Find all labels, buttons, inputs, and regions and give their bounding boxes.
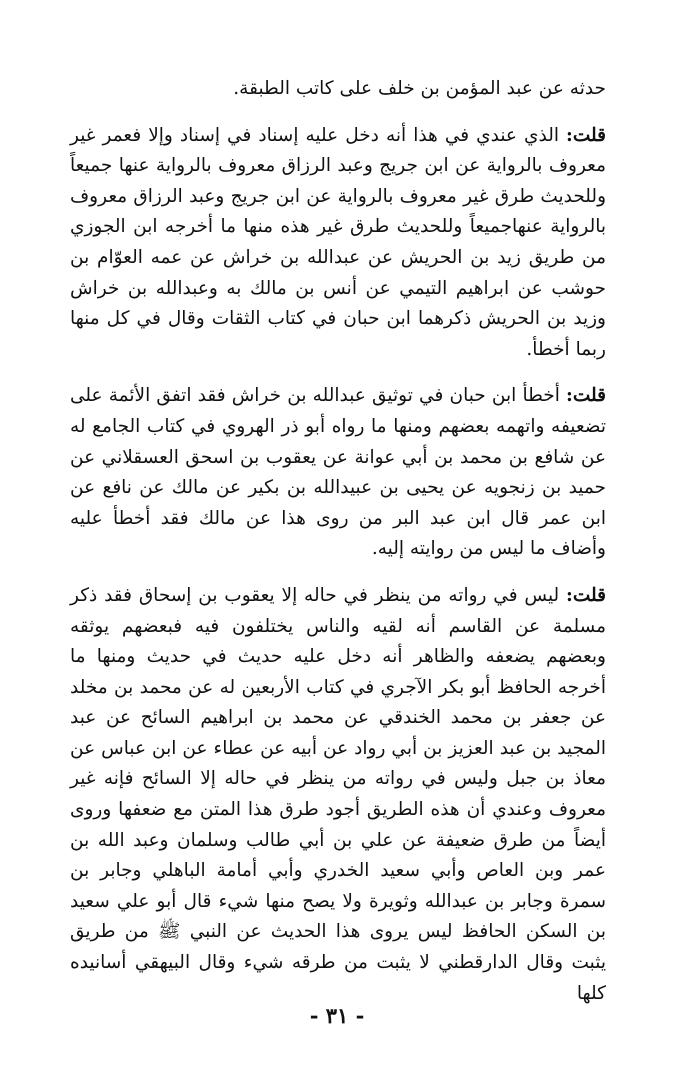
- paragraph-1-text: حدثه عن عبد المؤمن بن خلف على كاتب الطبقة.: [233, 78, 606, 99]
- paragraph-4-label: قلت:: [566, 584, 606, 606]
- paragraph-4-text: ليس في رواته من ينظر في حاله إلا يعقوب بن إسحاق فقد ذكر مسلمة عن القاسم أنه لقيه والناس يختلفون فيه فبعضهم يوثقه وبعضهم يضعفه والظاهر أنه دخل عليه حديث في حديث ومنها ما أخرجه الحافظ أبو بكر الآجري في كتاب الأربعين له عن محمد بن مخلد عن جعفر بن محمد الخندقي عن محمد بن ابراهيم السائح عن عبد المجيد بن عبد العزيز بن أبي رواد عن أبيه عن عطاء عن ابن عباس عن معاذ بن جبل وليس في رواته من ينظر في حاله إلا السائح فإنه غير معروف وعندي أن هذه الطريق أجود طرق هذا المتن مع ضعفها وروى أيضاً من طرق ضعيفة عن علي بن أبي طالب وسلمان وعبد الله بن عمر وبن العاص وأبي سعيد الخدري وأبي أمامة الباهلي وجابر بن سمرة وجابر بن عبدالله وثويرة ولا يصح منها شيء قال أبو علي سعيد بن السكن الحافظ ليس يروى هذا الحديث عن النبي ﷺ من طريق يثبت وقال الدارقطني لا يثبت من طرقه شيء وقال البيهقي أسانيده كلها: [70, 584, 606, 1004]
- page-number: - ٣١ -: [309, 1003, 365, 1028]
- paragraph-3-text: أخطأ ابن حبان في توثيق عبدالله بن خراش فقد اتفق الأئمة على تضعيفه واتهمه بعضهم ومنها ما رواه أبو ذر الهروي في كتاب الجامع له عن شافع بن محمد بن أبي عوانة عن يعقوب بن اسحق العسقلاني عن حميد بن زنجويه عن يحيى بن عبيدالله بن بكير عن مالك عن نافع عن ابن عمر قال ابن عبد البر من روى هذا عن مالك فقد أخطأ عليه وأضاف ما ليس من روايته إليه.: [70, 385, 606, 560]
- paragraph-1: [70, 74, 606, 105]
- paragraph-3: [70, 381, 606, 565]
- paragraph-3-label: قلت:: [566, 385, 606, 407]
- paragraph-4: [70, 581, 606, 1009]
- paragraph-2-text: الذي عندي في هذا أنه دخل عليه إسناد في إسناد وإلا فعمر غير معروف بالرواية عن ابن جريج وعبد الرزاق معروف بالرواية عنها جميعاً وللحديث طرق غير معروف بالرواية عن ابن جريج وعبد الرزاق معروف بالرواية عنهاجميعاً وللحديث طرق غير هذه منها ما أخرجه ابن الجوزي من طريق زيد بن الحريش عن عبدالله بن خراش عن عمه العوّام بن حوشب عن ابراهيم التيمي عن أنس بن مالك به وعبدالله بن خراش وزيد بن الحريش ذكرهما ابن حبان في كتاب الثقات وقال في كل منها ربما أخطأ.: [70, 124, 606, 360]
- paragraph-2-label: قلت:: [566, 124, 606, 146]
- paragraph-2: [70, 121, 606, 366]
